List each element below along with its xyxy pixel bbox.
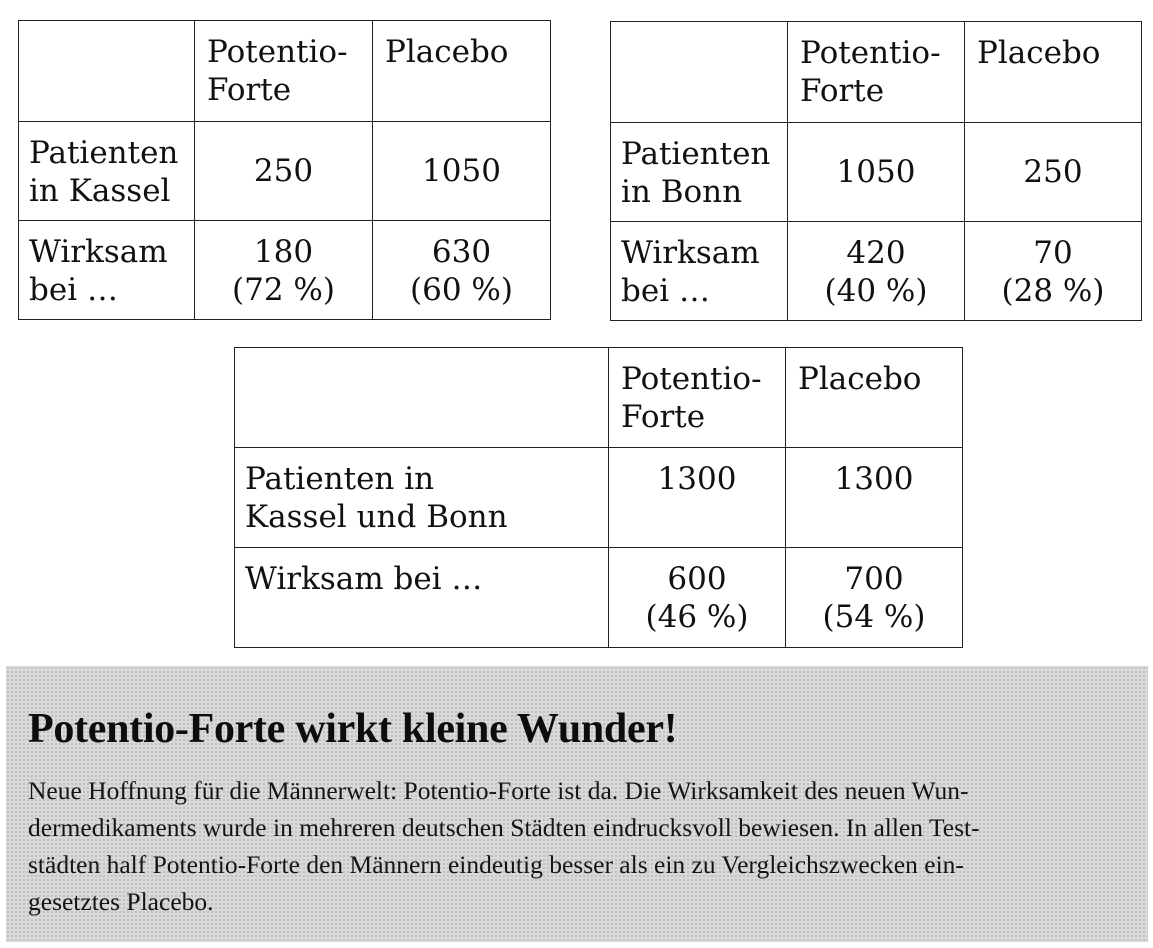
header-potentio-forte: Potentio- Forte [609, 348, 786, 448]
cell-patients-placebo: 250 [965, 123, 1142, 222]
header-potentio-forte: Potentio- Forte [788, 22, 965, 123]
patients-row [611, 123, 1142, 222]
row-label-effective: Wirksam bei … [19, 221, 195, 320]
cell-effective-pf: 420 (40 %) [788, 222, 965, 321]
article-headline: Potentio-Forte wirkt kleine Wunder! [28, 706, 678, 752]
cell-patients-placebo: 1050 [373, 122, 551, 221]
table-kassel [18, 20, 551, 320]
row-label-patients: Patienten in Kassel [19, 122, 195, 221]
row-label-patients: Patienten in Bonn [611, 123, 788, 222]
cell-patients-placebo: 1300 [786, 448, 963, 548]
empty-corner-cell [235, 348, 609, 448]
article-line: dermedikaments wurde in mehreren deutschen Städten eindrucksvoll bewiesen. In allen Test- [28, 813, 980, 842]
cell-patients-pf: 1050 [788, 123, 965, 222]
header-row [19, 21, 551, 122]
patients-row [19, 122, 551, 221]
patients-row [235, 448, 963, 548]
empty-corner-cell [19, 21, 195, 122]
effective-row [611, 222, 1142, 321]
header-placebo: Placebo [786, 348, 963, 448]
row-label-effective: Wirksam bei … [611, 222, 788, 321]
header-placebo: Placebo [965, 22, 1142, 123]
cell-effective-placebo: 630 (60 %) [373, 221, 551, 320]
cell-effective-placebo: 700 (54 %) [786, 548, 963, 648]
header-row [611, 22, 1142, 123]
empty-corner-cell [611, 22, 788, 123]
row-label-effective: Wirksam bei … [235, 548, 609, 648]
article-box [6, 666, 1148, 942]
article-line: gesetztes Placebo. [28, 887, 214, 916]
cell-effective-placebo: 70 (28 %) [965, 222, 1142, 321]
table-combined [234, 347, 963, 648]
header-potentio-forte: Potentio- Forte [195, 21, 373, 122]
article-line: Neue Hoffnung für die Männerwelt: Potentio-Forte ist da. Die Wirksamkeit des neuen Wun- [28, 776, 969, 805]
header-row [235, 348, 963, 448]
cell-patients-pf: 1300 [609, 448, 786, 548]
cell-effective-pf: 180 (72 %) [195, 221, 373, 320]
effective-row [19, 221, 551, 320]
article-line: städten half Potentio-Forte den Männern eindeutig besser als ein zu Vergleichszwecken ein- [28, 850, 964, 879]
cell-patients-pf: 250 [195, 122, 373, 221]
effective-row [235, 548, 963, 648]
article-body [28, 772, 1126, 920]
row-label-patients: Patienten in Kassel und Bonn [235, 448, 609, 548]
cell-effective-pf: 600 (46 %) [609, 548, 786, 648]
header-placebo: Placebo [373, 21, 551, 122]
table-bonn [610, 21, 1142, 321]
